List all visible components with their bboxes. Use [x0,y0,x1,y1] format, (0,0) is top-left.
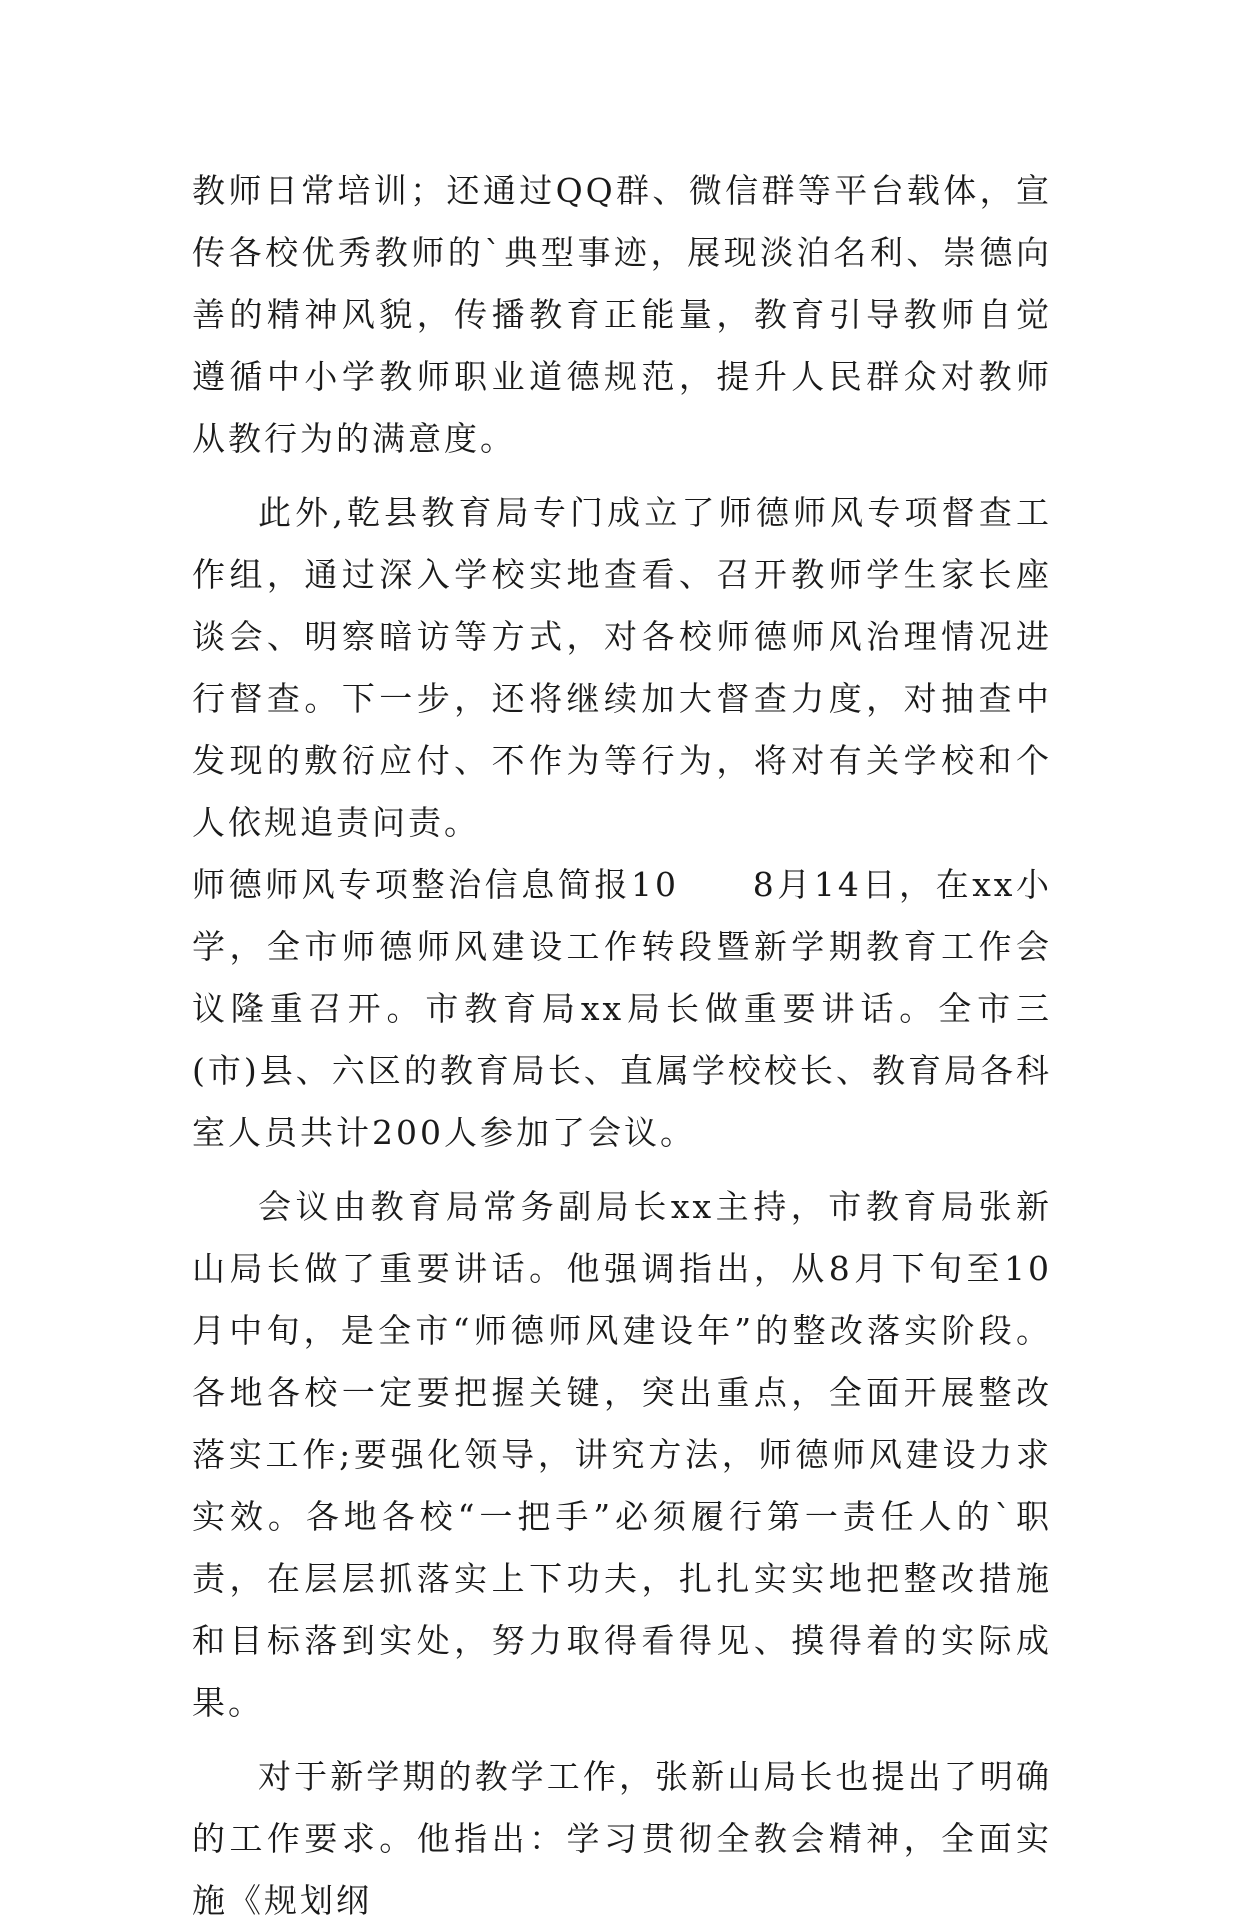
document-page [192,160,1052,1932]
paragraph-teacher-training: 教师日常培训；还通过QQ群、微信群等平台载体，宣传各校优秀教师的`典型事迹，展现淡泊名利、崇德向善的精神风貌，传播教育正能量，教育引导教师自觉遵循中小学教师职业道德规范，提升人民群众对教师从教行为的满意度。 [192,171,1052,458]
paragraph-supervision: 此外,乾县教育局专门成立了师德师风专项督查工作组，通过深入学校实地查看、召开教师学生家长座谈会、明察暗访等方式，对各校师德师风治理情况进行督查。下一步，还将继续加大督查力度，对抽查中发现的敷衍应付、不作为等行为，将对有关学校和个人依规追责问责。 [192,493,1052,842]
paragraph-meeting-speech: 会议由教育局常务副局长xx主持，市教育局张新山局长做了重要讲话。他强调指出，从8月下旬至10月中旬，是全市“师德师风建设年”的整改落实阶段。各地各校一定要把握关键，突出重点，全面开展整改落实工作;要强化领导，讲究方法，师德师风建设力求实效。各地各校“一把手”必须履行第一责任人的`职责，在层层抓落实上下功夫，扎扎实实地把整改措施和目标落到实处，努力取得看得见、摸得着的实际成果。 [192,1187,1052,1722]
paragraph-new-semester: 对于新学期的教学工作，张新山局长也提出了明确的工作要求。他指出：学习贯彻全教会精神，全面实施《规划纲 [192,1757,1052,1920]
paragraph-bulletin-10: 师德师风专项整治信息简报10 8月14日，在xx小学，全市师德师风建设工作转段暨新学期教育工作会议隆重召开。市教育局xx局长做重要讲话。全市三(市)县、六区的教育局长、直属学校校长、教育局各科室人员共计200人参加了会议。 [192,865,1052,1152]
